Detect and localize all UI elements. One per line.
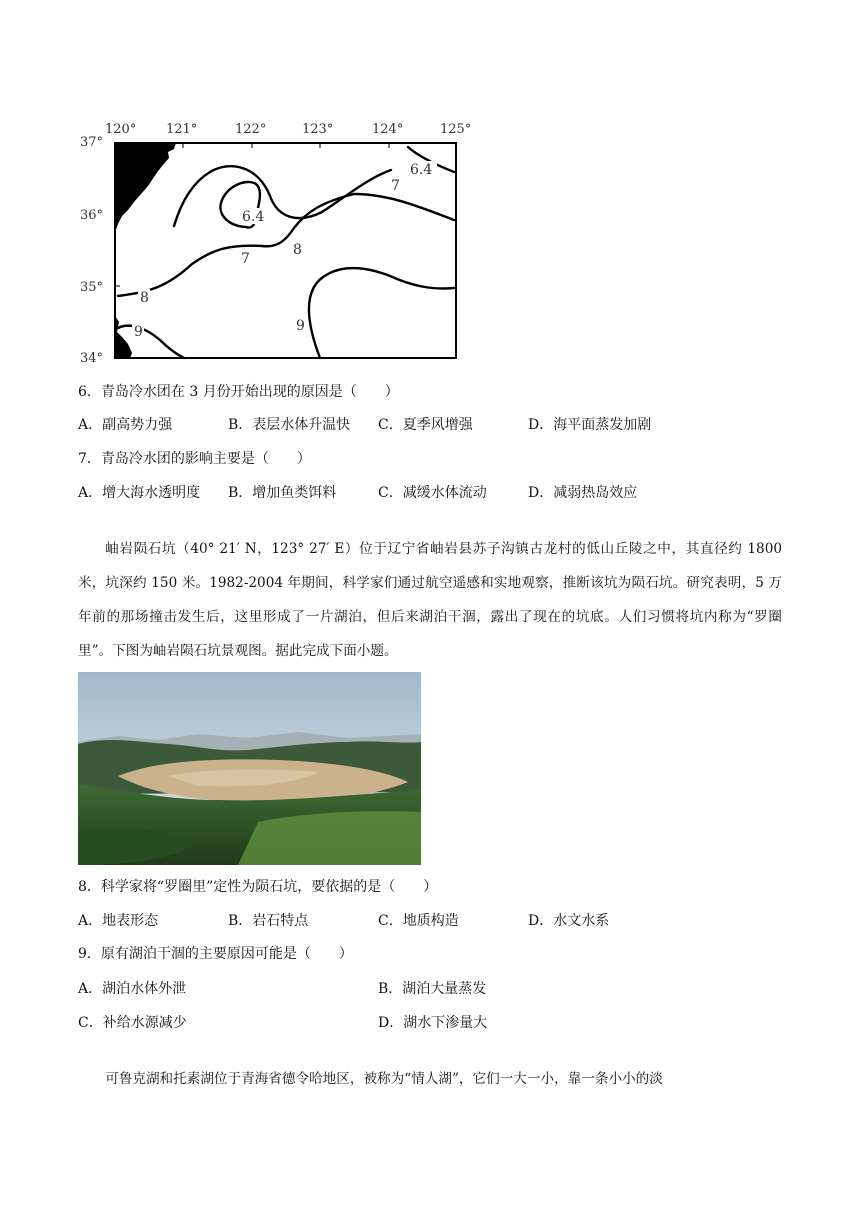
q9-option-c[interactable]: C．补给水源减少 <box>78 1015 187 1031</box>
label-8-west: 8 <box>140 290 149 306</box>
q8-option-c[interactable]: C．地质构造 <box>378 913 459 929</box>
q7-stem: 7．青岛冷水团的影响主要是（ ） <box>78 451 311 467</box>
lon-tick-121: 121° <box>166 122 198 137</box>
isotherm-lines <box>118 147 454 358</box>
q7-option-c[interactable]: C．减缓水体流动 <box>378 485 487 501</box>
crater-passage: 岫岩陨石坑（40° 21′ N，123° 27′ E）位于辽宁省岫岩县苏子沟镇古龙村的低山丘陵之中，其直径约 1800 米，坑深约 150 米。1982-2004 年期间，科学家们通过航空遥感和实地观察，推断该坑为陨石坑。研究表明，5 万年前的那场撞击发生后，这里形成了一片湖泊，但后来湖泊干涸，露出了现在的坑底。人们习惯将坑内称为“罗圈里”。下图为岫岩陨石坑景观图。据此完成下面小题。 <box>78 541 782 659</box>
lake-passage: 可鲁克湖和托素湖位于青海省德令哈地区，被称为“情人湖”，它们一大一小，靠一条小小的淡 <box>105 1071 663 1087</box>
q6-option-a[interactable]: A．副高势力强 <box>78 417 173 433</box>
isotherm-9-east <box>309 268 454 358</box>
q9-stem: 9．原有湖泊干涸的主要原因可能是（ ） <box>78 946 353 962</box>
lat-tick-34: 34° <box>80 351 104 366</box>
lat-tick-36: 36° <box>80 208 104 223</box>
label-6-4-center: 6.4 <box>242 209 265 225</box>
lon-tick-125: 125° <box>440 122 472 137</box>
q8-option-b[interactable]: B．岩石特点 <box>228 913 309 929</box>
q7-option-a[interactable]: A．增大海水透明度 <box>78 485 201 501</box>
label-9-east: 9 <box>296 318 305 334</box>
lat-tick-37: 37° <box>80 135 104 150</box>
map-frame <box>115 143 456 358</box>
contour-map <box>108 136 460 362</box>
label-7-west: 7 <box>241 251 250 267</box>
lon-tick-120: 120° <box>105 122 137 137</box>
lat-tick-35: 35° <box>80 280 104 295</box>
q6-option-c[interactable]: C．夏季风增强 <box>378 417 473 433</box>
q6-stem: 6．青岛冷水团在 3 月份开始出现的原因是（ ） <box>78 384 399 400</box>
label-6-4-east: 6.4 <box>410 162 433 178</box>
label-7-east: 7 <box>391 178 400 194</box>
q6-option-b[interactable]: B．表层水体升温快 <box>228 417 351 433</box>
isotherm-7 <box>174 166 391 226</box>
lon-tick-123: 123° <box>302 122 334 137</box>
q9-option-b[interactable]: B．湖泊大量蒸发 <box>378 981 487 997</box>
q8-stem: 8．科学家将“罗圈里”定性为陨石坑，要依据的是（ ） <box>78 879 438 895</box>
q7-option-d[interactable]: D．减弱热岛效应 <box>528 485 638 501</box>
q6-option-d[interactable]: D．海平面蒸发加剧 <box>528 417 652 433</box>
q7-option-b[interactable]: B．增加鱼类饵料 <box>228 485 337 501</box>
q9-option-a[interactable]: A．湖泊水体外泄 <box>78 981 187 997</box>
q8-option-d[interactable]: D．水文水系 <box>528 913 610 929</box>
lon-tick-124: 124° <box>372 122 404 137</box>
q8-option-a[interactable]: A．地表形态 <box>78 913 159 929</box>
crater-landscape-photo <box>78 672 421 865</box>
isotherm-labels <box>132 161 437 340</box>
lon-tick-122: 122° <box>235 122 267 137</box>
q9-option-d[interactable]: D．湖水下渗量大 <box>378 1015 488 1031</box>
label-8-east: 8 <box>293 242 302 258</box>
label-9-west: 9 <box>134 324 143 340</box>
